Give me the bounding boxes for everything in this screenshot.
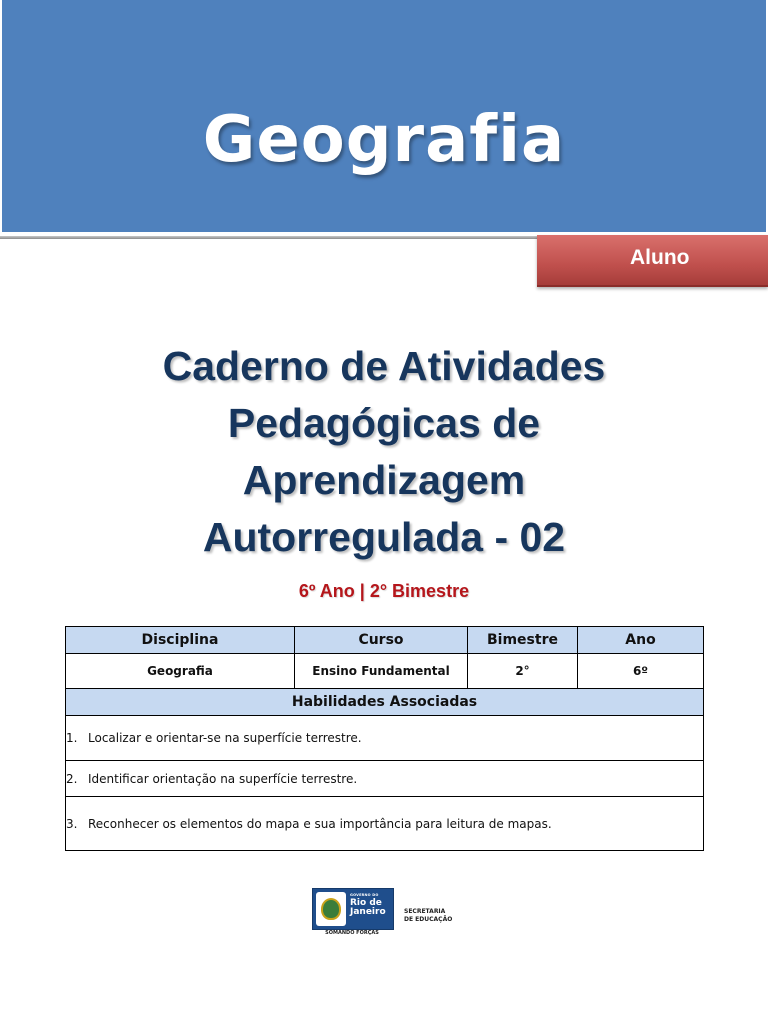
logo-box [312,888,394,930]
logo-tagline: SOMANDO FORÇAS [325,930,379,936]
skill-item [66,797,704,851]
student-badge-label: Aluno [630,246,690,269]
skill-row [66,797,704,851]
document-title-line: Autorregulada - 02 [202,514,566,560]
document-title-line: Aprendizagem [242,457,526,503]
skill-item [66,761,704,797]
logo-state-line: Janeiro [350,907,386,917]
value-ano: 6º [578,654,704,689]
info-table-value-row [66,654,704,689]
government-logo [312,888,462,940]
skill-row [66,761,704,797]
header-ano: Ano [578,627,704,654]
value-curso: Ensino Fundamental [295,654,468,689]
coat-of-arms-icon [316,892,346,926]
header-banner [2,0,766,232]
skill-number: 1. [66,731,78,745]
skills-header-row [66,689,704,716]
skill-text: Reconhecer os elementos do mapa e sua importância para leitura de mapas. [88,816,552,831]
value-bimestre: 2° [468,654,578,689]
skill-text: Localizar e orientar-se na superfície terrestre. [88,731,362,745]
logo-state-line: Rio de [350,898,382,908]
skill-row [66,716,704,761]
document-title [40,338,728,566]
skill-item [66,716,704,761]
value-disciplina: Geografia [66,654,295,689]
student-badge [537,235,768,287]
header-bimestre: Bimestre [468,627,578,654]
header-disciplina: Disciplina [66,627,295,654]
info-table [65,626,704,851]
crest-shield-icon [321,898,341,920]
document-title-line: Caderno de Atividades [162,343,606,389]
header-curso: Curso [295,627,468,654]
info-table-header-row [66,627,704,654]
logo-gov-label: GOVERNO DO [350,893,379,897]
skill-number: 2. [66,771,78,786]
subject-title: Geografia [202,103,566,177]
skills-section-title: Habilidades Associadas [66,689,704,716]
logo-state-name [350,899,386,917]
secretaria-label [404,908,452,924]
grade-subtitle: 6º Ano | 2° Bimestre [298,581,470,601]
secretaria-line: DE EDUCAÇÃO [404,916,453,923]
document-title-line: Pedagógicas de [227,400,541,446]
skill-number: 3. [66,816,78,831]
secretaria-line: SECRETARIA [404,908,446,915]
skill-text: Identificar orientação na superfície terrestre. [88,771,358,786]
